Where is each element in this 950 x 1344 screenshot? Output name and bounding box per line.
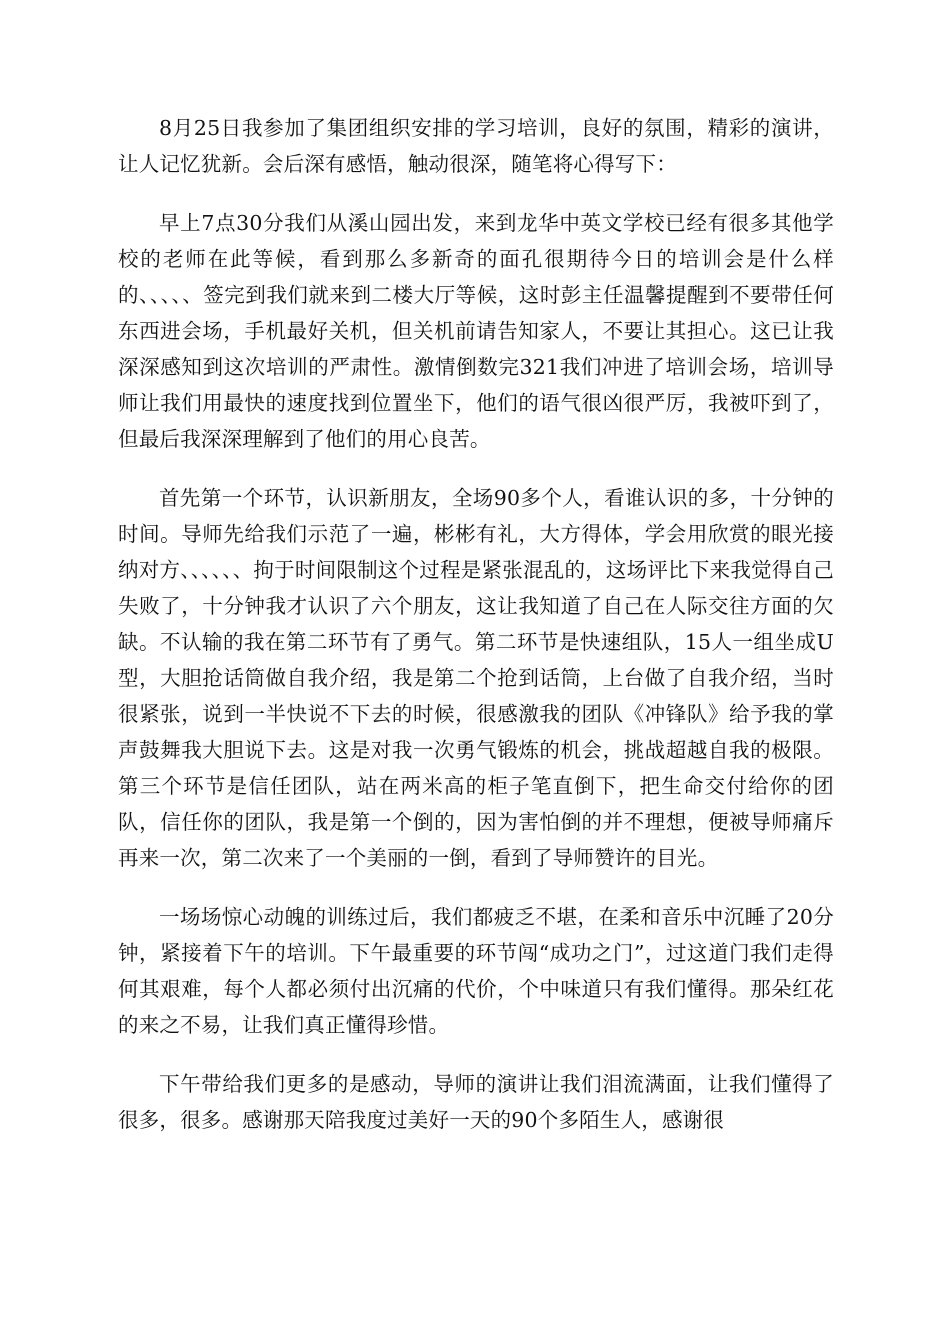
paragraph-5: 下午带给我们更多的是感动，导师的演讲让我们泪流满面，让我们懂得了很多，很多。感谢那天陪我度过美好一天的90个多陌生人，感谢很 [118, 1072, 834, 1132]
paragraph-4: 一场场惊心动魄的训练过后，我们都疲乏不堪，在柔和音乐中沉睡了20分钟，紧接着下午的培训。下午最重要的环节闯“成功之门”，过这道门我们走得何其艰难，每个人都必须付出沉痛的代价，个中味道只有我们懂得。那朵红花的来之不易，让我们真正懂得珍惜。 [118, 905, 834, 1037]
document-body [118, 110, 834, 1161]
paragraph-3: 首先第一个环节，认识新朋友，全场90多个人，看谁认识的多，十分钟的时间。导师先给我们示范了一遍，彬彬有礼，大方得体，学会用欣赏的眼光接纳对方、、、、、、拘于时间限制这个过程是紧张混乱的，这场评比下来我觉得自己失败了，十分钟我才认识了六个朋友，这让我知道了自己在人际交往方面的欠缺。不认输的我在第二环节有了勇气。第二环节是快速组队，15人一组坐成U型，大胆抢话筒做自我介绍，我是第二个抢到话筒，上台做了自我介绍，当时很紧张，说到一半快说不下去的时候，很感激我的团队《冲锋队》给予我的掌声鼓舞我大胆说下去。这是对我一次勇气锻炼的机会，挑战超越自我的极限。第三个环节是信任团队，站在两米高的柜子笔直倒下，把生命交付给你的团队，信任你的团队，我是第一个倒的，因为害怕倒的并不理想，便被导师痛斥再来一次，第二次来了一个美丽的一倒，看到了导师赞许的目光。 [118, 486, 834, 870]
paragraph-1: 8月25日我参加了集团组织安排的学习培训，良好的氛围，精彩的演讲，让人记忆犹新。会后深有感悟，触动很深，随笔将心得写下： [118, 116, 834, 176]
paragraph-2: 早上7点30分我们从溪山园出发，来到龙华中英文学校已经有很多其他学校的老师在此等候，看到那么多新奇的面孔很期待今日的培训会是什么样的、、、、、签完到我们就来到二楼大厅等候，这时彭主任温馨提醒到不要带任何东西进会场，手机最好关机，但关机前请告知家人，不要让其担心。这已让我深深感知到这次培训的严肃性。激情倒数完321我们冲进了培训会场，培训导师让我们用最快的速度找到位置坐下，他们的语气很凶很严厉，我被吓到了，但最后我深深理解到了他们的用心良苦。 [118, 211, 834, 451]
